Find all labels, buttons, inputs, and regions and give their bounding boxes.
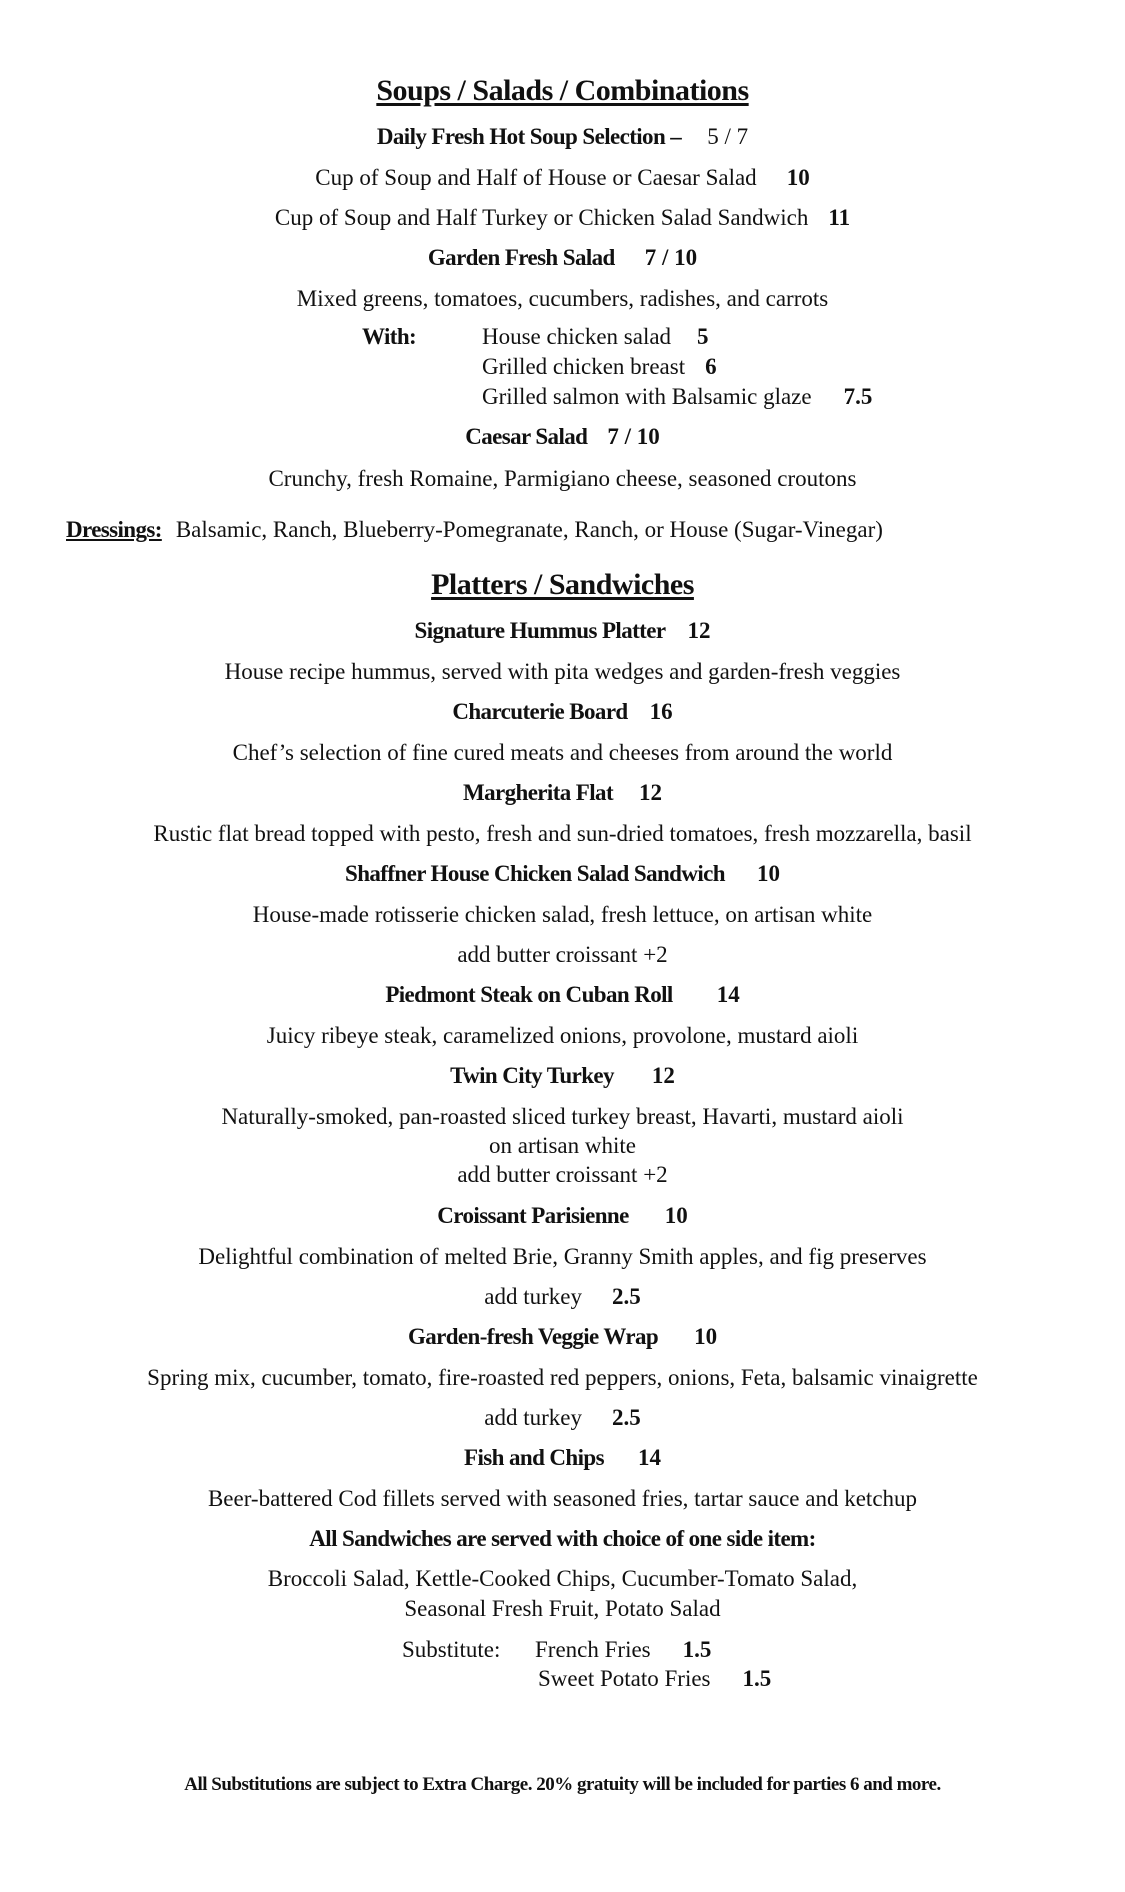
menu-item-steak [0, 982, 1125, 1008]
addon-price: 5 [697, 324, 709, 349]
dressings-label: Dressings: [66, 517, 162, 542]
addon-price: 7.5 [843, 384, 873, 409]
item-price: 10 [786, 165, 810, 190]
substitute-french-fries [535, 1637, 711, 1663]
item-description: Rustic flat bread topped with pesto, fresh and sun-dried tomatoes, fresh mozzarella, basil [153, 821, 972, 846]
addon-label: add turkey [484, 1284, 582, 1309]
item-title: Garden-fresh Veggie Wrap [407, 1324, 659, 1349]
item-price: 12 [687, 618, 711, 643]
menu-item-charcuterie [0, 699, 1125, 725]
menu-item-daily-soup [0, 124, 1125, 150]
item-addon: add butter croissant +2 [457, 942, 668, 967]
item-description: House-made rotisserie chicken salad, fresh lettuce, on artisan white [252, 902, 873, 927]
substitute-price: 1.5 [682, 1637, 712, 1662]
item-description: Juicy ribeye steak, caramelized onions, provolone, mustard aioli [266, 1023, 859, 1048]
item-price: 10 [664, 1203, 688, 1228]
item-title: Signature Hummus Platter [414, 618, 666, 643]
substitute-option: Sweet Potato Fries [538, 1666, 711, 1691]
addon-price: 2.5 [611, 1284, 641, 1309]
item-price: 7 / 10 [644, 245, 698, 270]
menu-item-combo-salad [0, 165, 1125, 191]
menu-item-caesar-salad [0, 424, 1125, 450]
menu-item-croissant [0, 1203, 1125, 1229]
substitute-option: French Fries [535, 1637, 651, 1662]
item-price: 16 [649, 699, 673, 724]
item-addon: add butter croissant +2 [457, 1162, 668, 1187]
item-label: Cup of Soup and Half Turkey or Chicken Salad Sandwich [274, 205, 809, 230]
item-price: 12 [639, 780, 663, 805]
sides-list: Broccoli Salad, Kettle-Cooked Chips, Cucumber-Tomato Salad, [267, 1566, 858, 1591]
menu-item-veggie-wrap [0, 1324, 1125, 1350]
item-title: Fish and Chips [464, 1445, 604, 1470]
substitute-price: 1.5 [742, 1666, 772, 1691]
menu-item-chicken-salad-sandwich [0, 861, 1125, 887]
item-addon-turkey [0, 1284, 1125, 1310]
dressings-line [66, 517, 883, 543]
item-price: 7 / 10 [607, 424, 660, 449]
menu-item-turkey [0, 1063, 1125, 1089]
addon-label: House chicken salad [482, 324, 672, 349]
item-label: Cup of Soup and Half of House or Caesar Salad [315, 165, 757, 190]
item-description: Crunchy, fresh Romaine, Parmigiano cheese, seasoned croutons [268, 466, 857, 491]
item-title: Caesar Salad [465, 424, 588, 449]
menu-item-hummus [0, 618, 1125, 644]
sides-heading: All Sandwiches are served with choice of one side item: [309, 1526, 816, 1551]
item-description: House recipe hummus, served with pita wedges and garden-fresh veggies [224, 659, 901, 684]
item-title: Daily Fresh Hot Soup Selection – [376, 124, 682, 149]
addon-chicken-salad [482, 324, 709, 350]
menu-item-garden-salad [0, 245, 1125, 271]
dressings-list: Balsamic, Ranch, Blueberry-Pomegranate, Ranch, or House (Sugar-Vinegar) [175, 517, 883, 542]
section-heading-platters: Platters / Sandwiches [431, 568, 694, 601]
item-description-cont: on artisan white [489, 1133, 636, 1158]
section-heading-soups: Soups / Salads / Combinations [376, 74, 749, 107]
item-addon-turkey [0, 1405, 1125, 1431]
with-label: With: [362, 324, 417, 349]
addon-chicken-breast [482, 354, 717, 380]
item-price: 11 [828, 205, 851, 230]
item-title: Margherita Flat [462, 780, 614, 805]
item-title: Charcuterie Board [452, 699, 628, 724]
item-description: Chef’s selection of fine cured meats and cheeses from around the world [232, 740, 893, 765]
menu-item-combo-sandwich [0, 205, 1125, 231]
item-description: Delightful combination of melted Brie, Granny Smith apples, and fig preserves [198, 1244, 927, 1269]
item-title: Twin City Turkey [450, 1063, 614, 1088]
addon-price: 6 [705, 354, 717, 379]
item-description: Mixed greens, tomatoes, cucumbers, radishes, and carrots [296, 286, 829, 311]
menu-item-fish-and-chips [0, 1445, 1125, 1471]
item-price: 5 / 7 [707, 124, 749, 149]
item-price: 10 [694, 1324, 718, 1349]
item-title: Shaffner House Chicken Salad Sandwich [345, 861, 725, 886]
item-title: Garden Fresh Salad [427, 245, 615, 270]
item-description: Beer-battered Cod fillets served with seasoned fries, tartar sauce and ketchup [207, 1486, 918, 1511]
sides-list-cont: Seasonal Fresh Fruit, Potato Salad [404, 1596, 721, 1621]
footer-note: All Substitutions are subject to Extra Charge. 20% gratuity will be included for parties 6 and more. [184, 1774, 941, 1795]
item-price: 10 [756, 861, 780, 886]
addon-price: 2.5 [611, 1405, 641, 1430]
item-price: 14 [716, 982, 740, 1007]
item-description: Spring mix, cucumber, tomato, fire-roasted red peppers, onions, Feta, balsamic vinaigrette [147, 1365, 978, 1390]
item-title: Croissant Parisienne [437, 1203, 629, 1228]
item-price: 12 [651, 1063, 675, 1088]
item-title: Piedmont Steak on Cuban Roll [385, 982, 673, 1007]
item-description: Naturally-smoked, pan-roasted sliced turkey breast, Havarti, mustard aioli [221, 1104, 904, 1129]
addon-salmon [482, 384, 872, 410]
substitute-sweet-potato-fries [538, 1666, 771, 1692]
substitute-label: Substitute: [402, 1637, 501, 1662]
addon-label: add turkey [484, 1405, 582, 1430]
addon-label: Grilled salmon with Balsamic glaze [482, 384, 812, 409]
addon-label: Grilled chicken breast [482, 354, 686, 379]
item-price: 14 [637, 1445, 661, 1470]
menu-item-margherita [0, 780, 1125, 806]
